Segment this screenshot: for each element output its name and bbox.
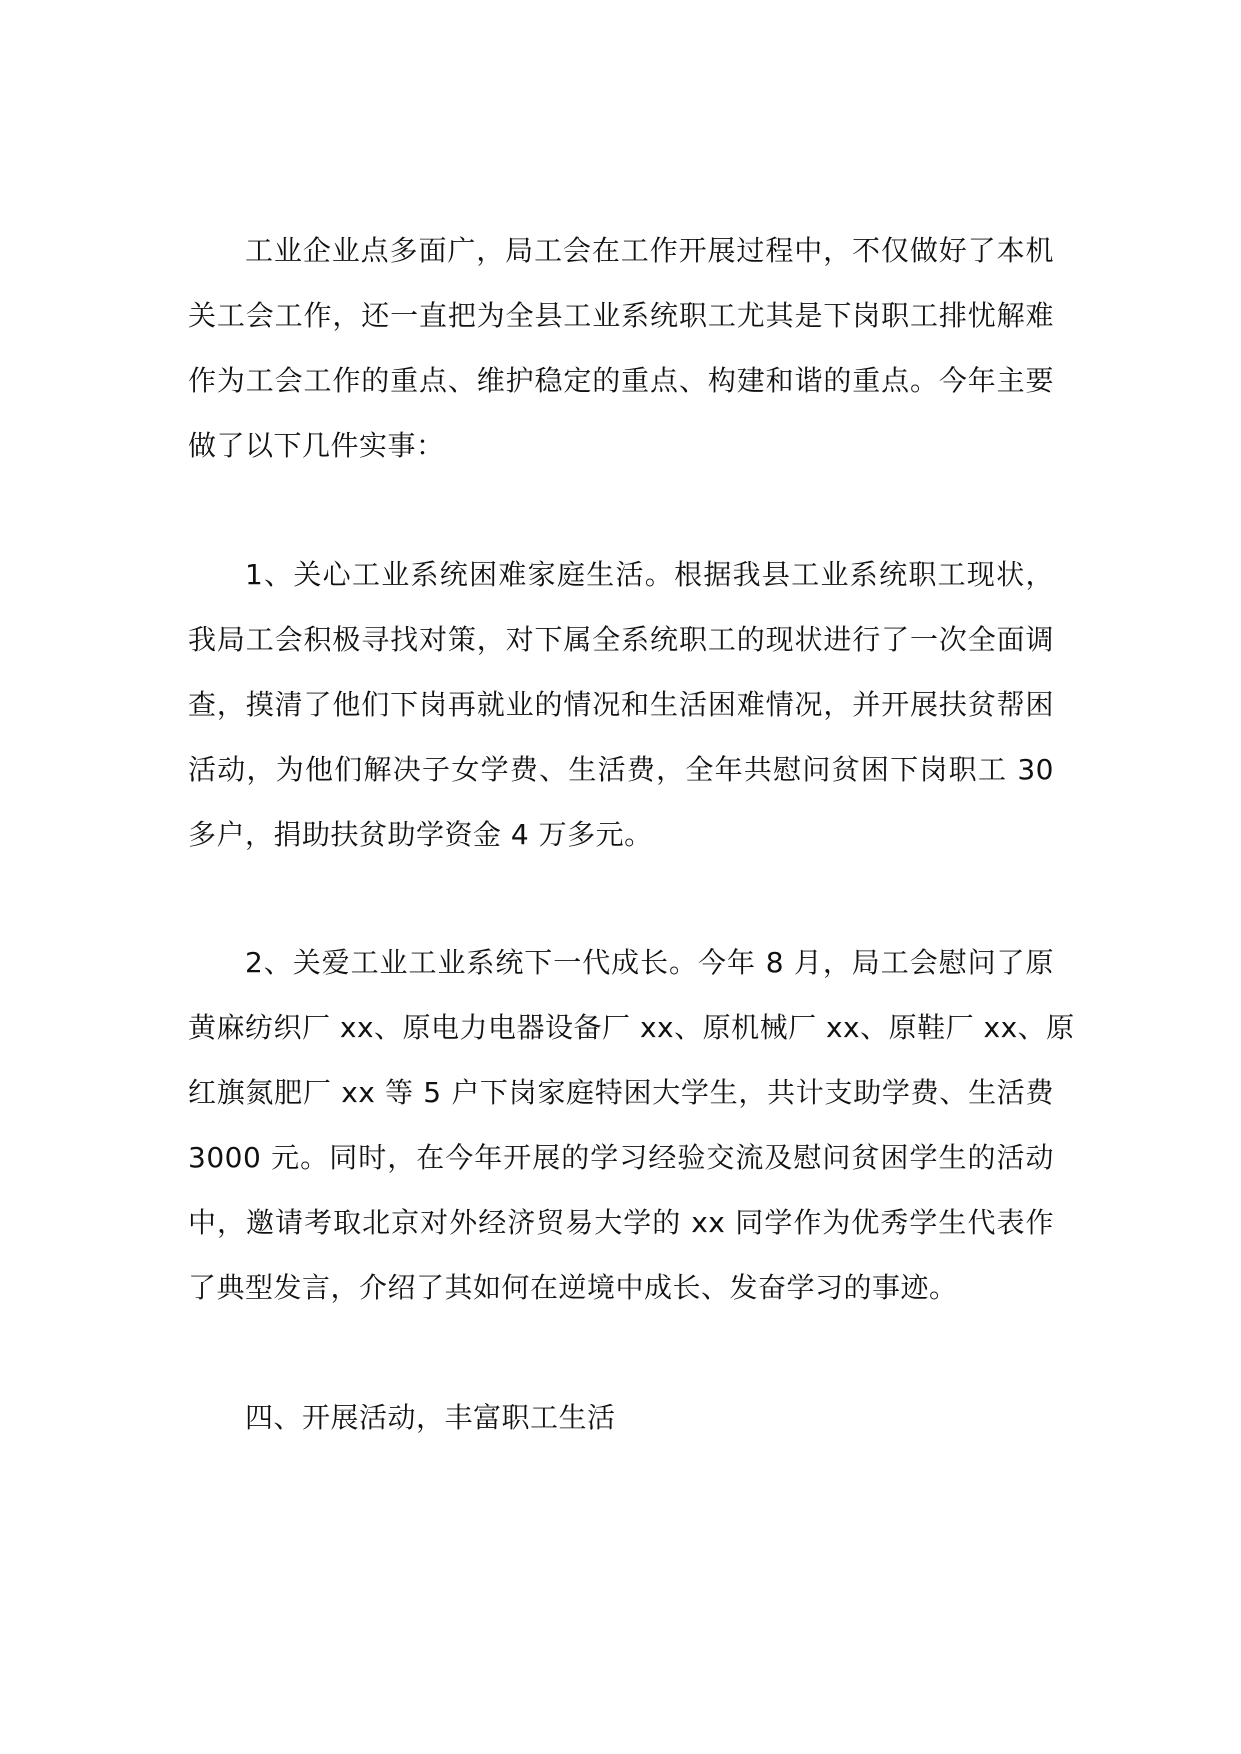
paragraph-line: 2、关爱工业工业系统下一代成长。今年 8 月，局工会慰问了原	[245, 946, 1054, 979]
paragraph-line: 作为工会工作的重点、维护稳定的重点、构建和谐的重点。今年主要	[188, 364, 1054, 397]
paragraph-line: 了典型发言，介绍了其如何在逆境中成长、发奋学习的事迹。	[188, 1271, 958, 1304]
paragraph-line: 工业企业点多面广，局工会在工作开展过程中，不仅做好了本机	[245, 234, 1054, 267]
paragraph-line: 我局工会积极寻找对策，对下属全系统职工的现状进行了一次全面调	[188, 623, 1054, 656]
paragraph-line: 1、关心工业系统困难家庭生活。根据我县工业系统职工现状，	[245, 558, 1054, 591]
paragraph-line: 红旗氮肥厂 xx 等 5 户下岗家庭特困大学生，共计支助学费、生活费	[188, 1076, 1054, 1109]
paragraph-line: 多户，捐助扶贫助学资金 4 万多元。	[188, 818, 653, 851]
paragraph-line: 活动，为他们解决子女学费、生活费，全年共慰问贫困下岗职工 30	[188, 753, 1054, 786]
paragraph-line: 关工会工作，还一直把为全县工业系统职工尤其是下岗职工排忧解难	[188, 299, 1054, 332]
paragraph-line: 黄麻纺织厂 xx、原电力电器设备厂 xx、原机械厂 xx、原鞋厂 xx、原	[188, 1011, 1075, 1044]
paragraph-line: 中，邀请考取北京对外经济贸易大学的 xx 同学作为优秀学生代表作	[188, 1206, 1054, 1239]
paragraph-item-1	[188, 542, 1054, 867]
paragraph-item-2	[188, 930, 1075, 1320]
paragraph-intro	[188, 218, 1054, 478]
paragraph-line: 3000 元。同时，在今年开展的学习经验交流及慰问贫困学生的活动	[188, 1141, 1054, 1174]
section-heading-text: 四、开展活动，丰富职工生活	[245, 1401, 616, 1434]
paragraph-line: 做了以下几件实事：	[188, 429, 445, 462]
paragraph-line: 查，摸清了他们下岗再就业的情况和生活困难情况，并开展扶贫帮困	[188, 688, 1054, 721]
section-heading-4	[188, 1385, 1054, 1450]
